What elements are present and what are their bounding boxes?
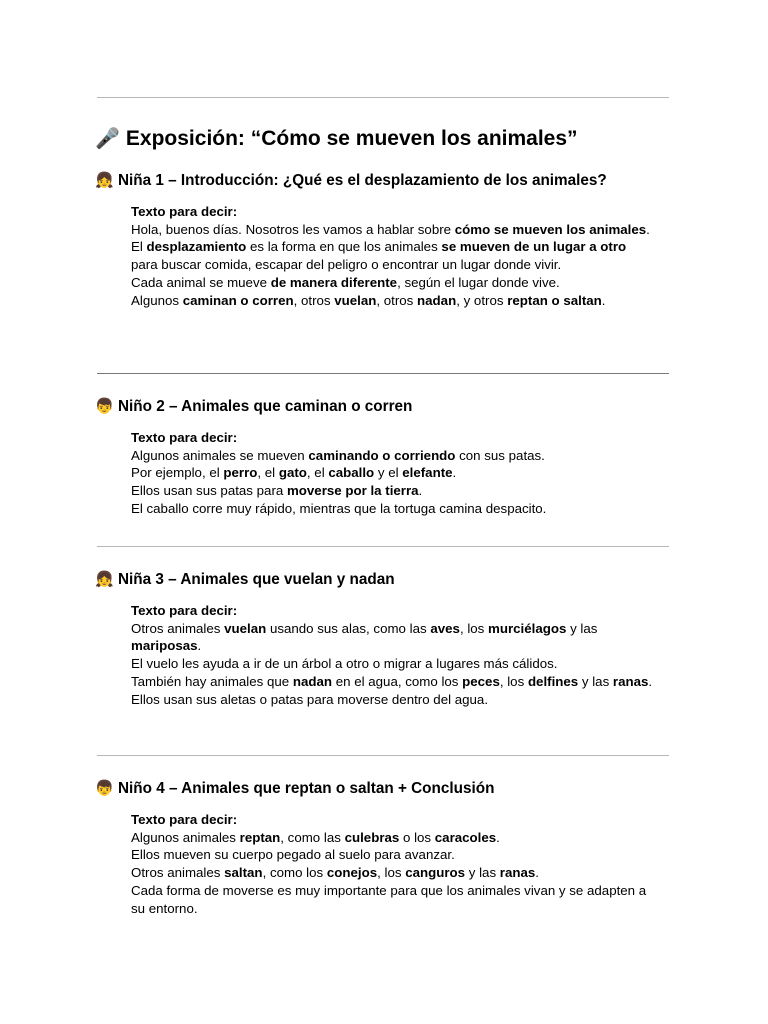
section-2	[95, 396, 655, 518]
emphasis-text: se mueven de un lugar a otro	[441, 239, 627, 255]
text-run: .	[601, 292, 606, 308]
text-run: , y otros	[456, 292, 508, 308]
speech-lines	[131, 447, 655, 518]
text-run: en el agua, como los	[332, 673, 463, 689]
text-run: para buscar comida, escapar del peligro o encontrar un lugar donde vivir.	[131, 257, 562, 273]
speech-line	[131, 655, 655, 673]
text-run: usando sus alas, como las	[266, 620, 431, 636]
text-run: .	[646, 221, 650, 237]
emphasis-text: vuelan	[334, 292, 377, 308]
speech-line	[131, 292, 655, 310]
text-run: , como los	[262, 865, 327, 881]
text-run: .	[452, 465, 457, 481]
section-heading-text: Niño 4 – Animales que reptan o saltan + Conclusión	[118, 780, 495, 797]
speech-text	[131, 203, 655, 309]
speech-line	[131, 274, 655, 292]
text-run: Algunos animales se mueven	[131, 447, 309, 463]
emphasis-text: vuelan	[224, 620, 267, 636]
text-run: Por ejemplo, el	[131, 465, 224, 481]
speech-line	[131, 447, 655, 465]
emphasis-text: de manera diferente	[270, 274, 398, 290]
emphasis-text: culebras	[344, 829, 400, 845]
section-divider	[97, 373, 669, 374]
emphasis-text: nadan	[417, 292, 457, 308]
speech-line	[131, 464, 655, 482]
text-run: El caballo corre muy rápido, mientras que la tortuga camina despacito.	[131, 500, 547, 516]
emphasis-text: perro	[223, 465, 258, 481]
speech-line	[131, 482, 655, 500]
text-run: , el	[306, 465, 329, 481]
emphasis-text: murciélagos	[488, 620, 567, 636]
speech-line	[131, 221, 655, 239]
section-divider	[97, 546, 669, 547]
speech-lines	[131, 829, 655, 918]
text-run: , otros	[376, 292, 418, 308]
text-run: , el	[257, 465, 279, 481]
speech-line	[131, 238, 655, 273]
emphasis-text: conejos	[326, 865, 378, 881]
emphasis-text: aves	[430, 620, 460, 636]
speech-line	[131, 846, 655, 864]
text-run: Algunos	[131, 292, 183, 308]
text-run: con sus patas.	[455, 447, 545, 463]
speech-line	[131, 882, 655, 917]
text-run: , los	[459, 620, 489, 636]
speech-lines	[131, 620, 655, 709]
section-heading	[95, 778, 655, 800]
speech-text	[131, 811, 655, 917]
text-run: Ellos usan sus aletas o patas para moverse dentro del agua.	[131, 691, 489, 707]
emphasis-text: mariposas	[131, 638, 198, 654]
emphasis-text: caracoles	[434, 829, 497, 845]
section-heading	[95, 170, 655, 192]
text-run: El	[131, 239, 147, 255]
speech-lines	[131, 221, 655, 310]
text-run: Algunos animales	[131, 829, 240, 845]
section-heading	[95, 396, 655, 418]
emphasis-text: caballo	[328, 465, 375, 481]
text-run: Otros animales	[131, 865, 225, 881]
speech-line	[131, 691, 655, 709]
section-1	[95, 170, 655, 309]
text-run: o los	[399, 829, 435, 845]
speech-label: Texto para decir:	[131, 603, 238, 618]
emphasis-text: caminan o corren	[182, 292, 294, 308]
speech-line	[131, 500, 655, 518]
top-divider	[97, 97, 669, 98]
text-run: es la forma en que los animales	[246, 239, 442, 255]
text-run: Otros animales	[131, 620, 225, 636]
text-run: Ellos usan sus patas para	[131, 483, 287, 499]
text-run: , otros	[293, 292, 335, 308]
emphasis-text: desplazamiento	[146, 239, 247, 255]
speech-line	[131, 864, 655, 882]
emphasis-text: reptan o saltan	[507, 292, 602, 308]
text-run: y las	[465, 865, 500, 881]
text-run: .	[648, 673, 653, 689]
emphasis-text: delfines	[527, 673, 579, 689]
text-run: .	[418, 483, 423, 499]
speech-text	[131, 429, 655, 518]
section-heading	[95, 569, 655, 591]
speech-line	[131, 829, 655, 847]
boy-icon: 👦	[95, 398, 114, 415]
emphasis-text: peces	[462, 673, 500, 689]
emphasis-text: ranas	[499, 865, 536, 881]
section-heading-text: Niña 3 – Animales que vuelan y nadan	[118, 571, 395, 588]
text-run: Cada forma de moverse es muy importante para que los animales vivan y se adapten a su entorno.	[131, 882, 647, 916]
emphasis-text: reptan	[239, 829, 281, 845]
section-4	[95, 778, 655, 917]
emphasis-text: caminando o corriendo	[308, 447, 456, 463]
emphasis-text: ranas	[612, 673, 649, 689]
text-run: .	[535, 865, 539, 881]
text-run: y las	[566, 620, 598, 636]
speech-label: Texto para decir:	[131, 204, 238, 219]
emphasis-text: moverse por la tierra	[286, 483, 419, 499]
section-divider	[97, 755, 669, 756]
speech-label: Texto para decir:	[131, 430, 238, 445]
text-run: Ellos mueven su cuerpo pegado al suelo para avanzar.	[131, 847, 455, 863]
girl-icon: 👧	[95, 571, 114, 588]
text-run: .	[197, 638, 202, 654]
text-run: , los	[499, 673, 528, 689]
speech-text	[131, 602, 655, 708]
emphasis-text: saltan	[224, 865, 263, 881]
text-run: , los	[377, 865, 406, 881]
emphasis-text: gato	[278, 465, 307, 481]
section-3	[95, 569, 655, 708]
text-run: También hay animales que	[131, 673, 293, 689]
text-run: y el	[374, 465, 403, 481]
text-run: El vuelo les ayuda a ir de un árbol a otro o migrar a lugares más cálidos.	[131, 656, 558, 672]
emphasis-text: cómo se mueven los animales	[454, 221, 647, 237]
emphasis-text: elefante	[402, 465, 453, 481]
microphone-icon: 🎤	[95, 128, 120, 150]
section-heading-text: Niño 2 – Animales que caminan o corren	[118, 398, 413, 415]
speech-line	[131, 620, 655, 655]
section-heading-text: Niña 1 – Introducción: ¿Qué es el desplazamiento de los animales?	[118, 172, 607, 189]
text-run: , como las	[280, 829, 345, 845]
text-run: y las	[578, 673, 613, 689]
text-run: .	[496, 829, 500, 845]
text-run: Cada animal se mueve	[131, 274, 271, 290]
page-title-text: Exposición: “Cómo se mueven los animales”	[125, 127, 578, 150]
text-run: Hola, buenos días. Nosotros les vamos a hablar sobre	[131, 221, 455, 237]
speech-label: Texto para decir:	[131, 812, 238, 827]
emphasis-text: nadan	[292, 673, 333, 689]
boy-icon: 👦	[95, 780, 114, 797]
girl-icon: 👧	[95, 172, 114, 189]
text-run: , según el lugar donde vive.	[397, 274, 560, 290]
speech-line	[131, 673, 655, 691]
emphasis-text: canguros	[405, 865, 466, 881]
page-title	[95, 124, 578, 154]
